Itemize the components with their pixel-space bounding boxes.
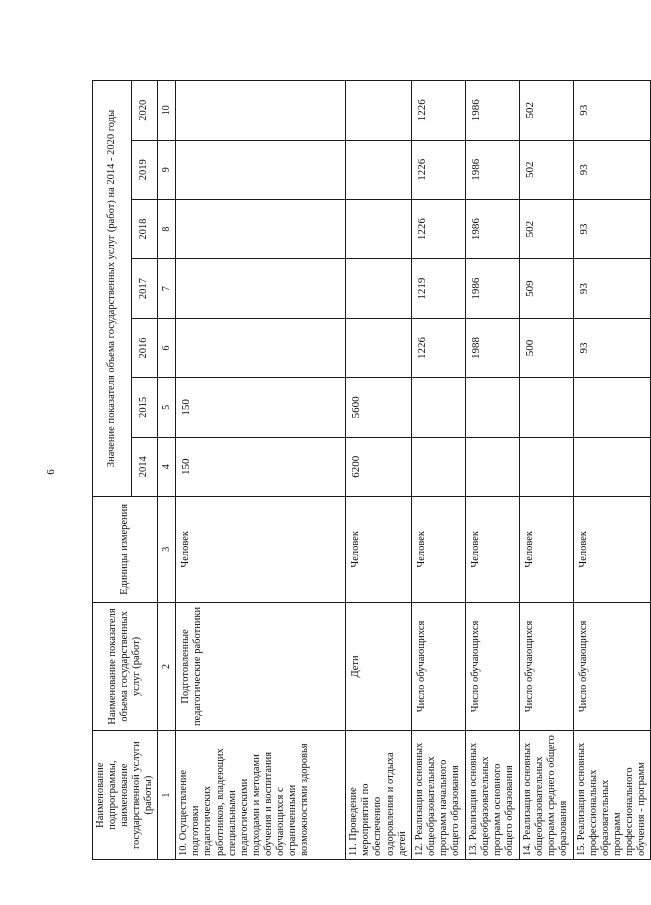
value-cell: 1226 xyxy=(411,318,465,377)
value-cell xyxy=(176,318,346,377)
row-subprogram-name: 12. Реализация основных общеобразовательных программ начального общего образования xyxy=(411,731,465,860)
value-cell: 5600 xyxy=(346,378,411,437)
row-subprogram-name: 10. Осуществление подготовки педагогических работников, владеющих специальными педагогическими подходами и методами обучения и воспитания обучающихся с ограниченными возможностями здоровья xyxy=(176,731,346,860)
table-row xyxy=(346,81,411,860)
row-subprogram-name: 13. Реализация основных общеобразовательных программ основного общего образования xyxy=(465,731,519,860)
row-subprogram-name: 14. Реализация основных общеобразовательных программ среднего общего образования xyxy=(519,731,573,860)
header-subprogram: Наименование подпрограммы, наименование государственной услуги (работы) xyxy=(93,731,158,860)
table-row xyxy=(573,81,650,860)
value-cell: 93 xyxy=(573,259,650,318)
value-cell: 1986 xyxy=(465,259,519,318)
row-indicator: Число обучающихся xyxy=(519,602,573,731)
value-cell: 502 xyxy=(519,140,573,199)
value-cell: 93 xyxy=(573,199,650,258)
col-number: 6 xyxy=(158,318,176,377)
value-cell xyxy=(519,437,573,496)
value-cell: 93 xyxy=(573,81,650,141)
year-2014: 2014 xyxy=(131,437,158,496)
rotated-table-container xyxy=(92,80,647,860)
row-unit: Человек xyxy=(573,496,650,602)
row-unit: Человек xyxy=(519,496,573,602)
row-unit: Человек xyxy=(346,496,411,602)
col-number: 7 xyxy=(158,259,176,318)
services-volume-table xyxy=(92,80,651,860)
value-cell: 500 xyxy=(519,318,573,377)
value-cell xyxy=(573,437,650,496)
row-indicator: Подготовленные педагогические работники xyxy=(176,602,346,731)
table-row xyxy=(519,81,573,860)
value-cell: 6200 xyxy=(346,437,411,496)
value-cell: 1986 xyxy=(465,199,519,258)
col-number: 2 xyxy=(158,602,176,731)
value-cell: 1226 xyxy=(411,140,465,199)
value-cell: 1988 xyxy=(465,318,519,377)
year-2020: 2020 xyxy=(131,81,158,141)
row-indicator: Число обучающихся xyxy=(573,602,650,731)
row-subprogram-name: 15. Реализация основных профессиональных образовательных программ профессионального обучения - программ xyxy=(573,731,650,860)
value-cell: 1226 xyxy=(411,199,465,258)
value-cell: 502 xyxy=(519,199,573,258)
col-number: 1 xyxy=(158,731,176,860)
value-cell: 150 xyxy=(176,378,346,437)
header-row-group xyxy=(93,81,132,860)
value-cell xyxy=(465,378,519,437)
value-cell: 150 xyxy=(176,437,346,496)
col-number: 8 xyxy=(158,199,176,258)
value-cell xyxy=(346,318,411,377)
header-unit: Единицы измерения xyxy=(93,496,158,602)
row-unit: Человек xyxy=(465,496,519,602)
table-row xyxy=(465,81,519,860)
value-cell xyxy=(176,140,346,199)
column-number-row xyxy=(158,81,176,860)
year-2019: 2019 xyxy=(131,140,158,199)
value-cell: 93 xyxy=(573,318,650,377)
table-row xyxy=(411,81,465,860)
value-cell xyxy=(519,378,573,437)
value-cell xyxy=(346,199,411,258)
value-cell: 1986 xyxy=(465,140,519,199)
value-cell: 93 xyxy=(573,140,650,199)
year-2016: 2016 xyxy=(131,318,158,377)
table-row xyxy=(176,81,346,860)
row-indicator: Дети xyxy=(346,602,411,731)
value-cell xyxy=(411,378,465,437)
value-cell: 509 xyxy=(519,259,573,318)
col-number: 4 xyxy=(158,437,176,496)
col-number: 10 xyxy=(158,81,176,141)
col-number: 3 xyxy=(158,496,176,602)
value-cell: 1226 xyxy=(411,81,465,141)
year-2017: 2017 xyxy=(131,259,158,318)
value-cell xyxy=(346,140,411,199)
value-cell xyxy=(346,81,411,141)
value-cell xyxy=(346,259,411,318)
col-number: 9 xyxy=(158,140,176,199)
value-cell xyxy=(573,378,650,437)
header-values-group: Значение показателя объема государственных услуг (работ) на 2014 - 2020 годы xyxy=(93,81,132,497)
row-unit: Человек xyxy=(176,496,346,602)
row-subprogram-name: 11. Проведение мероприятий по обеспечению оздоровления и отдыха детей xyxy=(346,731,411,860)
value-cell xyxy=(176,199,346,258)
value-cell xyxy=(411,437,465,496)
value-cell xyxy=(176,259,346,318)
value-cell: 1219 xyxy=(411,259,465,318)
col-number: 5 xyxy=(158,378,176,437)
value-cell xyxy=(465,437,519,496)
row-unit: Человек xyxy=(411,496,465,602)
page-number: 6 xyxy=(44,469,57,475)
year-2015: 2015 xyxy=(131,378,158,437)
header-indicator: Наименование показателя объема государственных услуг (работ) xyxy=(93,602,158,731)
value-cell: 1986 xyxy=(465,81,519,141)
row-indicator: Число обучающихся xyxy=(411,602,465,731)
row-indicator: Число обучающихся xyxy=(465,602,519,731)
value-cell: 502 xyxy=(519,81,573,141)
year-2018: 2018 xyxy=(131,199,158,258)
value-cell xyxy=(176,81,346,141)
